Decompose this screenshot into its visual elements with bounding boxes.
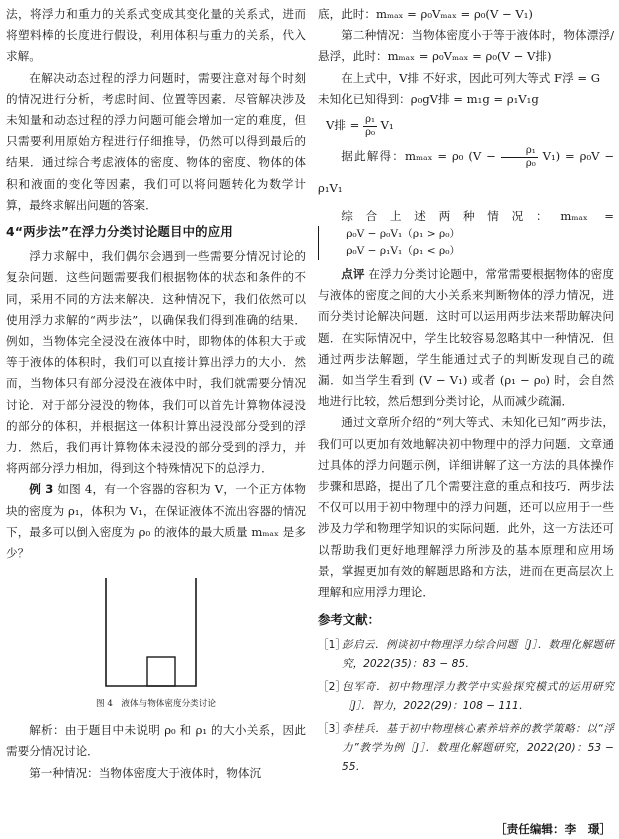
solve-tail: = ρ₀V − ρ₁V₁	[318, 149, 615, 196]
case-1-end: 底，此时：mₘₐₓ = ρ₀Vₘₐₓ = ρ₀(V − V₁)	[318, 7, 533, 21]
figure-caption: 图 4 液体与物体密度分类讨论	[96, 699, 216, 710]
solve-paren-open: (V −	[468, 149, 496, 164]
reference-item	[318, 678, 614, 716]
comment-label: 点评	[341, 267, 365, 282]
left-column	[6, 4, 306, 784]
references-list	[318, 636, 614, 777]
equation-combined	[318, 206, 614, 260]
reference-item	[318, 636, 614, 674]
container-diagram	[6, 564, 306, 694]
solve-paren-close: V₁)	[542, 149, 561, 164]
reference-text: 李桂兵．基于初中物理核心素养培养的教学策略：以“浮力”教学为例［J］．数理化解题研究，2022(20)：53 − 55．	[342, 723, 614, 774]
conclusion: 通过文章所介绍的“列大等式、未知化已知”两步法，我们可以更加有效地解决初中物理中的浮力问题．文章通过具体的浮力问题示例，详细讲解了这一方法的具体操作步骤和思路，提出了几个需要注意的重点和技巧．两步法不仅可以用于初中物理中的浮力问题，还可以应用于一些涉及力学和物理学知识的实际问题．此外，这一方法还可以帮助我们更好地理解浮力所涉及的基本原理和应用场景，掌握更加有效的解题思路和方法，进而在更高层次上理解和应用浮力理论．	[318, 415, 614, 600]
combine-case-2: ρ₀V − ρ₁V₁（ρ₁ < ρ₀）	[346, 245, 461, 258]
eq-vpai-lhs: V排 =	[326, 118, 360, 133]
equation-v-pai	[318, 110, 614, 140]
solve-prefix: 据此解得：mₘₐₓ = ρ₀	[341, 149, 464, 164]
reference-item	[318, 720, 614, 777]
reference-number: ［2］	[318, 681, 346, 694]
references-title: 参考文献：	[318, 612, 380, 628]
frac-denominator: ρ₀	[525, 157, 536, 169]
example-3	[6, 479, 306, 564]
case-1-start: 第一种情况：当物体密度大于液体时，物体沉	[29, 765, 262, 780]
example-label: 例 3	[29, 482, 54, 497]
above-formula: 在上式中，V排 不好求，因此可列大等式 F浮 = G	[341, 70, 601, 85]
reference-number: ［1］	[318, 639, 346, 652]
reference-number: ［3］	[318, 723, 346, 736]
reference-text: 包军奇．初中物理浮力教学中实验探究模式的运用研究［J］．智力，2022(29)：108 − 111．	[342, 681, 614, 713]
paragraph-dynamic: 在解决动态过程的浮力问题时，需要注意对每个时刻的情况进行分析，考虑时间、位置等因素．尽管解决涉及未知量和动态过程的浮力问题可能会增加一定的难度，但只需要利用原始方程进行仔细推导，仍然可以得到最后的结果．通过综合考虑液体的密度、物体的密度、物体的体积和液面的变化等因素，我们可以将问题转化为数学计算，最终求解出问题的答案．	[6, 70, 306, 212]
case-2: 第二种情况：当物体密度小于等于液体时，物体漂浮/悬浮，此时：mₘₐₓ = ρ₀Vₘₐₓ = ρ₀(V − V排)	[318, 28, 614, 64]
unknown-to-known: 未知化已知得到：ρ₀gV排 = m₁g = ρ₁V₁g	[318, 91, 539, 106]
eq-vpai-tail: V₁	[380, 118, 394, 133]
frac-denominator: ρ₀	[365, 126, 375, 138]
reference-text: 彭启云．例谈初中物理浮力综合问题［J］．数理化解题研究，2022(35)：83 − 85．	[342, 639, 614, 671]
frac-numerator: ρ₁	[501, 145, 538, 158]
piecewise-brace	[318, 226, 460, 260]
example-text: 如图 4，有一个容器的容积为 V，一个正方体物块的密度为 ρ₁，体积为 V₁，在保证液体不流出容器的情况下，最多可以倒入密度为 ρ₀ 的液体的最大质量 mₘₐₓ 是多少？	[6, 482, 307, 561]
combine-case-1: ρ₀V − ρ₀V₁（ρ₁ > ρ₀）	[346, 228, 461, 241]
eq-vpai-fraction	[363, 114, 377, 139]
solve-fraction	[501, 145, 538, 170]
comment-text: 在浮力分类讨论题中，常常需要根据物体的密度与液体的密度之间的大小关系来判断物体的浮力情况，进而分类讨论解决问题．这时可以运用两步法来帮助解决问题．在实际情况中，学生比较容易忽略其中一种情况．但通过两步法解题，学生能通过式子的判断发现自己的疏漏．如当学生看到 (V − V₁) 或者 (ρ₁ − ρ₀) 时，会自然地进行比较，然后想到分类讨论，从而减少疏漏．	[318, 267, 614, 409]
cube-block	[147, 657, 175, 686]
equation-solve	[318, 140, 614, 204]
right-column	[318, 4, 614, 781]
paragraph-two-step: 浮力求解中，我们偶尔会遇到一些需要分情况讨论的复杂问题．这些问题需要我们根据物体的状态和条件的不同，采用不同的方法来解决．这种情况下，我们依然可以使用浮力求解的“两步法”，以确保我们得到准确的结果．例如，当物体完全浸没在液体中时，即物体的体积大于或等于液体的体积时，我们可以直接计算出浮力的大小．然而，当物体只有部分浸没在液体中时，我们就需要分情况讨论．对于部分浸没的物体，我们可以首先计算物体浸没的部分的体积，并根据这一体积计算出浸没部分受到的浮力．然后，我们再计算物体未浸没的部分受到的浮力，并将两部分浮力相加，得到这个特殊情况下的总浮力．	[6, 249, 306, 476]
editor-credit: ［责任编辑：李 璟］	[495, 822, 611, 836]
section-heading: 4“两步法”在浮力分类讨论题目中的应用	[6, 224, 233, 240]
comment	[318, 264, 614, 412]
container-outline	[106, 578, 196, 686]
frac-numerator: ρ₁	[365, 113, 375, 125]
combine-prefix: 综合上述两种情况：mₘₐₓ =	[341, 209, 614, 224]
analysis: 解析：由于题目中未说明 ρ₀ 和 ρ₁ 的大小关系，因此需要分情况讨论．	[6, 723, 306, 759]
paragraph-top: 法，将浮力和重力的关系式变成其变化量的关系式，进而将塑料棒的长度进行假设，利用体积与重力的关系，代入求解。	[6, 7, 306, 64]
figure-4	[6, 564, 306, 720]
